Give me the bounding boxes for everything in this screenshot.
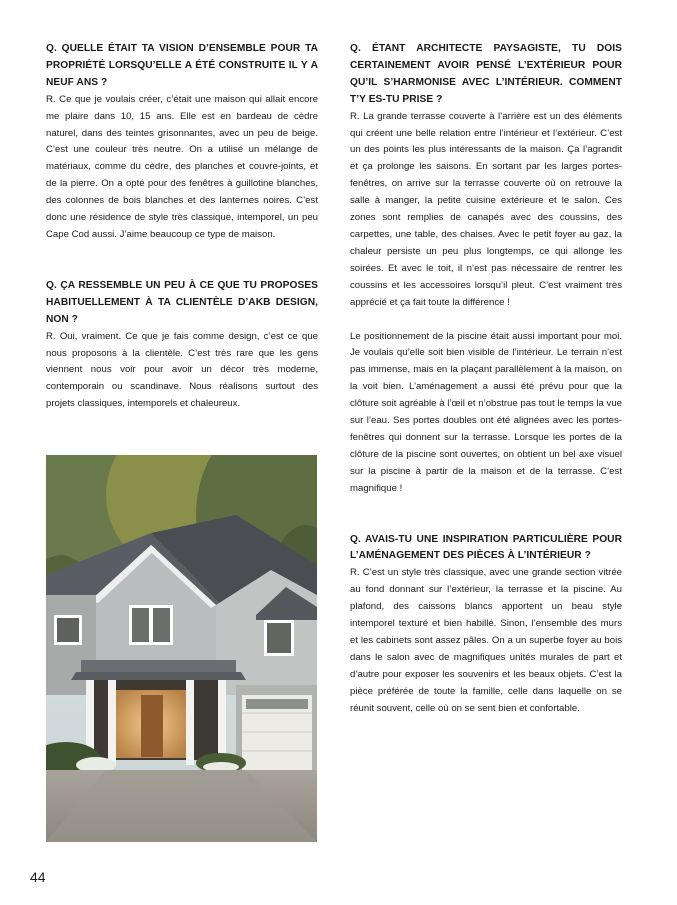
- left-column: [46, 41, 318, 413]
- right-column: [350, 41, 622, 718]
- answer-2: R. Oui, vraiment. Ce que je fais comme design, c’est ce que nous proposons à la clientèle. C’est très rare que les gens viennent nous voir pour avoir un décor très moderne, contemporain ou scandinave. Nous réalisons surtout des projets classiques, intemporels et chaleureux.: [46, 330, 318, 410]
- answer-3: R. La grande terrasse couverte à l’arrière est un des éléments qui créent une belle relation entre l’intérieur et l’extérieur. C’est un des points les plus intéressants de la maison. Ça l’agrandit et ça prolonge les saisons. En sortant par les larges portes-fenêtres, on arrive sur la terrasse couverte où on retrouve la salle à manger, la petite cuisine extérieure et le salon. Ces zones sont remplies de canapés avec des coussins, des carpettes, une table, des chaises. Avec le petit foyer au gaz, la chaleur persiste un peu plus longtemps, ce qui allonge les soirées. Et avec le toit, il n’est pas nécessaire de rentrer les coussins et les accessoires lorsqu’il pleut. C’est vraiment très apprécié et ça fait toute la différence !: [350, 110, 622, 308]
- answer-3-continued: Le positionnement de la piscine était aussi important pour moi. Je voulais qu’elle soit bien visible de l’intérieur. Le terrain n’est pas immense, mais en la plaçant parallèlement à la maison, on la voit bien. L’aménagement a aussi été prévu pour que la clôture soit agréable à l’œil et n’obstrue pas tout le temps la vue sur l’eau. Ses portes doubles ont été alignées avec les portes-fenêtres qui donnent sur la terrasse. Lorsque les portes de la clôture de la piscine sont ouvertes, on obtient un bel axe visuel sur la piscine à partir de la maison et de la terrasse. C’est magnifique !: [350, 330, 622, 494]
- answer-4: R. C’est un style très classique, avec une grande section vitrée au fond donnant sur l’extérieur, la terrasse et la piscine. Au plafond, des caissons blancs apportent un beau style intemporel texturé et bien habillé. Sinon, l’ensemble des murs et les cabinets sont assez pâles. On a un superbe foyer au bois dans le salon avec de magnifiques unités murales de part et d’autre pour exposer les souvenirs et les beaux objets. C’est la pièce préférée de toute la famille, celle dans laquelle on se réunit souvent, celle où on se sent bien et confortable.: [350, 567, 622, 714]
- question-1: Q. QUELLE ÉTAIT TA VISION D’ENSEMBLE POUR TA PROPRIÉTÉ LORSQU’ELLE A ÉTÉ CONSTRUITE IL Y A NEUF ANS ?: [46, 43, 318, 88]
- question-2: Q. ÇA RESSEMBLE UN PEU À CE QUE TU PROPOSES HABITUELLEMENT À TA CLIENTÈLE D’AKB DESIGN, NON ?: [46, 279, 318, 325]
- house-photo: [46, 455, 317, 842]
- answer-1: R. Ce que je voulais créer, c’était une maison qui allait encore me plaire dans 10, 15 ans. Elle est en bardeau de cèdre naturel, dans des teintes grisonnantes, avec un peu de beige. C’est une couleur très neutre. On a utilisé un mélange de matériaux, comme du cèdre, des planches et couvre-joints, et de la pierre. On a opté pour des fenêtres à guillotine blanches, des colonnes de bois blanches et des lanternes noires. C’est donc une résidence de style très classique, intemporel, un peu Cape Cod aussi. J’aime beaucoup ce type de maison.: [46, 93, 318, 240]
- page-number: 44: [30, 869, 46, 885]
- question-3: Q. ÉTANT ARCHITECTE PAYSAGISTE, TU DOIS CERTAINEMENT AVOIR PENSÉ L’EXTÉRIEUR POUR QU’IL S’HARMONISE AVEC L’INTÉRIEUR. COMMENT T’Y ES-TU PRISE ?: [350, 43, 622, 105]
- question-4: Q. AVAIS-TU UNE INSPIRATION PARTICULIÈRE POUR L’AMÉNAGEMENT DES PIÈCES À L’INTÉRIEUR ?: [350, 533, 622, 562]
